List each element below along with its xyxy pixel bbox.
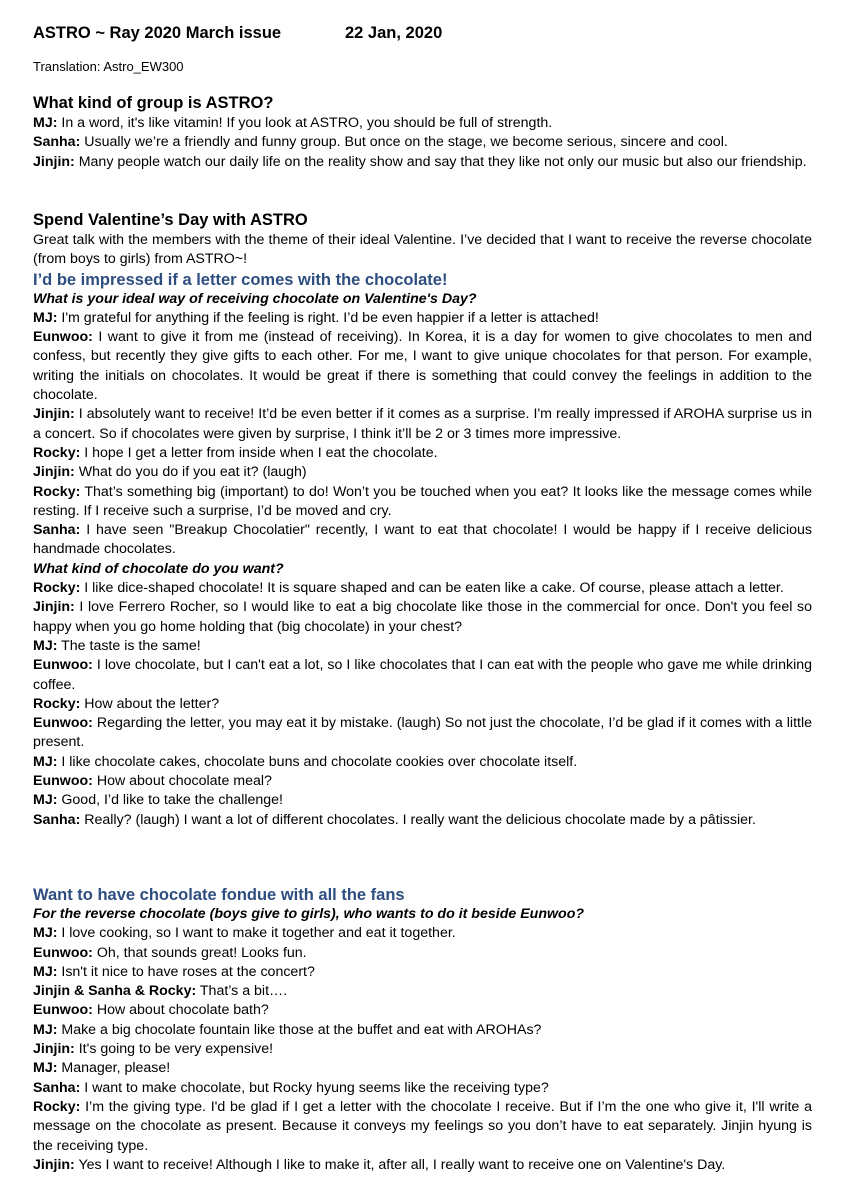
dialogue-line [33,483,812,522]
speaker-name: Eunwoo: [33,715,93,732]
dialogue-list [33,579,812,830]
question: What is your ideal way of receiving chocolate on Valentine's Day? [33,290,477,307]
speaker-text: Make a big chocolate fountain like those at the buffet and eat with AROHAs? [57,1021,542,1038]
dialogue-line [33,521,812,560]
speaker-text: I have seen "Breakup Chocolatier" recently, I want to eat that chocolate! I would be happy if I receive delicious handmade chocolates. [33,522,812,558]
dialogue-list [33,309,812,560]
speaker-name: MJ: [33,792,58,809]
speaker-text: Usually we’re a friendly and funny group. But once on the stage, we become serious, sincere and cool. [80,134,728,151]
speaker-text: I want to make chocolate, but Rocky hyung seems like the receiving type? [80,1079,549,1096]
speaker-name: Jinjin: [33,406,75,423]
speaker-text: How about chocolate meal? [92,773,272,790]
speaker-name: MJ: [33,1060,58,1077]
speaker-text: Oh, that sounds great! Looks fun. [92,944,307,961]
speaker-name: Sanha: [33,811,81,828]
document-title [33,24,443,43]
dialogue-line [33,328,812,405]
speaker-name: Jinjin: [33,1041,75,1058]
speaker-name: Eunwoo: [33,944,93,961]
speaker-text: I’m the giving type. I'd be glad if I get a letter with the chocolate I receive. But if I’m the one who give it, I'll write a message on the chocolate as present. Because it conveys my feelings so you don’t have to eat separately. Jinjin hyung is the receiving type. [33,1098,812,1154]
title-date: 22 Jan, 2020 [345,24,443,42]
dialogue-line [33,579,812,598]
section-group-intro [33,93,812,172]
dialogue-line [33,1001,812,1020]
speaker-text: How about chocolate bath? [92,1002,269,1019]
speaker-text: I love Ferrero Rocher, so I would like to eat a big chocolate like those in the commercial for once. Don't you feel so happy when you go home holding that (big chocolate) in your chest? [33,599,812,635]
section-heading: What kind of group is ASTRO? [33,94,274,112]
speaker-text: Really? (laugh) I want a lot of different chocolates. I really want the delicious chocolate made by a pâtissier. [80,811,756,828]
speaker-name: Rocky: [33,580,81,597]
speaker-text: Good, I’d like to take the challenge! [57,792,284,809]
speaker-text: That’s something big (important) to do! Won’t you be touched when you eat? It looks like the message comes while resting. If I receive such a surprise, I’d be moved and cry. [33,483,812,519]
dialogue-list [33,924,812,1175]
speaker-text: I like chocolate cakes, chocolate buns and chocolate cookies over chocolate itself. [57,753,578,770]
speaker-text: I'm grateful for anything if the feeling is right. I’d be even happier if a letter is attached! [57,309,599,326]
speaker-name: Jinjin: [33,599,75,616]
section-intro: Great talk with the members with the theme of their ideal Valentine. I’ve decided that I want to receive the reverse chocolate (from boys to girls) from ASTRO~! [33,232,812,268]
section-valentine [33,210,812,830]
translation-credit: Translation: Astro_EW300 [33,59,184,74]
dialogue-line [33,982,812,1001]
dialogue-line [33,1040,812,1059]
question: What kind of chocolate do you want? [33,560,284,577]
speaker-name: MJ: [33,637,58,654]
speaker-text: It's going to be very expensive! [74,1041,274,1058]
speaker-text: What do you do if you eat it? (laugh) [74,464,307,481]
dialogue-line [33,153,812,172]
dialogue-line [33,791,812,810]
speaker-name: MJ: [33,1021,58,1038]
speaker-text: I like dice-shaped chocolate! It is square shaped and can be eaten like a cake. Of course, please attach a letter. [80,580,784,597]
dialogue-line [33,1059,812,1078]
speaker-name: Rocky: [33,483,81,500]
speaker-text: I love cooking, so I want to make it together and eat it together. [57,925,456,942]
dialogue-line [33,309,812,328]
dialogue-line [33,598,812,637]
dialogue-list [33,114,812,172]
sub-heading: I’d be impressed if a letter comes with the chocolate! [33,270,448,289]
speaker-name: Jinjin: [33,153,75,170]
dialogue-line [33,114,812,133]
speaker-text: That’s a bit…. [196,983,288,1000]
speaker-text: I hope I get a letter from inside when I eat the chocolate. [80,444,438,461]
speaker-name: MJ: [33,925,58,942]
section-heading: Spend Valentine’s Day with ASTRO [33,211,308,229]
dialogue-line [33,695,812,714]
speaker-text: Isn't it nice to have roses at the concert? [57,963,315,980]
speaker-text: I love chocolate, but I can't eat a lot, so I like chocolates that I can eat with the people who gave me while drinking coffee. [33,657,812,693]
speaker-name: Rocky: [33,695,81,712]
dialogue-line [33,963,812,982]
dialogue-line [33,405,812,444]
speaker-name: MJ: [33,753,58,770]
speaker-text: Yes I want to receive! Although I like to make it, after all, I really want to receive one on Valentine's Day. [74,1156,726,1173]
speaker-name: MJ: [33,115,58,131]
speaker-name: Sanha: [33,134,81,151]
dialogue-line [33,1079,812,1098]
dialogue-line [33,753,812,772]
speaker-text: The taste is the same! [57,637,201,654]
speaker-text: Many people watch our daily life on the reality show and say that they like not only our music but also our friendship. [74,153,807,170]
speaker-name: Eunwoo: [33,329,93,346]
dialogue-line [33,444,812,463]
dialogue-line [33,463,812,482]
speaker-name: Rocky: [33,1098,81,1115]
dialogue-line [33,811,812,830]
speaker-name: Eunwoo: [33,773,93,790]
speaker-text: I absolutely want to receive! It’d be even better if it comes as a surprise. I'm really impressed if AROHA surprise us in a concert. So if chocolates were given by surprise, I think it’ll be 2 or 3 times more impressive. [33,406,812,442]
title-text: ASTRO ~ Ray 2020 March issue [33,24,282,42]
speaker-text: I want to give it from me (instead of receiving). In Korea, it is a day for women to give chocolates to men and confess, but recently they give gifts to each other. For me, I want to give unique chocolates for that person. For example, writing the initials on chocolates. It would be great if there is something that could convey the feelings in addition to the chocolate. [33,329,812,404]
sub-heading: Want to have chocolate fondue with all the fans [33,886,405,904]
speaker-text: Manager, please! [57,1060,171,1077]
dialogue-line [33,656,812,695]
dialogue-line [33,772,812,791]
speaker-name: Jinjin: [33,1156,75,1173]
speaker-text: In a word, it's like vitamin! If you look at ASTRO, you should be full of strength. [57,115,553,131]
speaker-name: Eunwoo: [33,1002,93,1019]
dialogue-line [33,714,812,753]
speaker-name: MJ: [33,309,58,326]
question: For the reverse chocolate (boys give to girls), who wants to do it beside Eunwoo? [33,906,585,922]
section-fondue [33,885,812,1175]
speaker-text: Regarding the letter, you may eat it by mistake. (laugh) So not just the chocolate, I’d be glad if it comes with a little present. [33,715,812,751]
dialogue-line [33,944,812,963]
speaker-name: Eunwoo: [33,657,93,674]
dialogue-line [33,924,812,943]
dialogue-line [33,133,812,152]
speaker-name: MJ: [33,963,58,980]
speaker-name: Sanha: [33,1079,81,1096]
speaker-text: How about the letter? [80,695,220,712]
speaker-name: Jinjin & Sanha & Rocky: [33,983,197,1000]
dialogue-line [33,637,812,656]
speaker-name: Sanha: [33,522,81,539]
dialogue-line [33,1021,812,1040]
dialogue-line [33,1098,812,1156]
dialogue-line [33,1156,812,1175]
speaker-name: Rocky: [33,444,81,461]
speaker-name: Jinjin: [33,464,75,481]
